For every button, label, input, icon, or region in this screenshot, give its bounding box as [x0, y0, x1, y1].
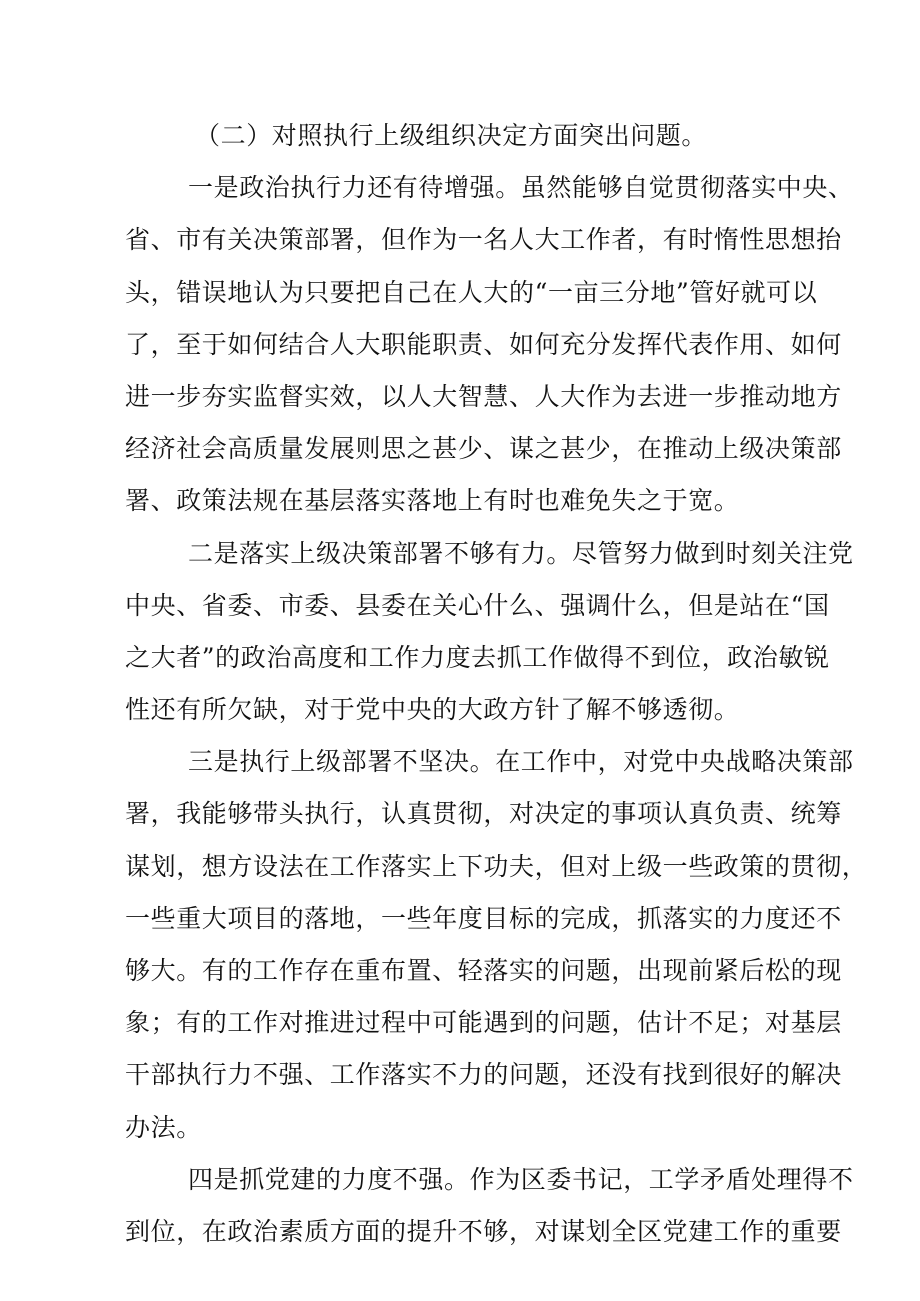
paragraph-line: 性还有所欠缺，对于党中央的大政方针了解不够透彻。	[125, 695, 740, 725]
paragraph-line: 二是落实上级决策部署不够有力。尽管努力做到时刻关注党	[188, 538, 854, 568]
paragraph-line: 头，错误地认为只要把自己在人大的“一亩三分地”管好就可以	[125, 277, 818, 307]
paragraph-line: 一些重大项目的落地，一些年度目标的完成，抓落实的力度还不	[125, 903, 842, 933]
paragraph-line: 干部执行力不强、工作落实不力的问题，还没有找到很好的解决	[125, 1060, 842, 1090]
paragraph-3	[125, 736, 868, 1154]
paragraph-line: 谋划，想方设法在工作落实上下功夫，但对上级一些政策的贯彻，	[125, 851, 868, 881]
paragraph-line: 之大者”的政治高度和工作力度去抓工作做得不到位，政治敏锐	[125, 642, 830, 672]
document-body	[125, 110, 868, 1258]
paragraph-line: 署，我能够带头执行，认真贯彻，对决定的事项认真负责、统筹	[125, 799, 842, 829]
paragraph-line: 署、政策法规在基层落实落地上有时也难免失之于宽。	[125, 486, 740, 516]
paragraph-line: 象；有的工作对推进过程中可能遇到的问题，估计不足；对基层	[125, 1008, 842, 1038]
paragraph-line: 进一步夯实监督实效，以人大智慧、人大作为去进一步推动地方	[125, 381, 842, 411]
paragraph-line: 经济社会高质量发展则思之甚少、谋之甚少，在推动上级决策部	[125, 434, 842, 464]
paragraph-line: 了，至于如何结合人大职能职责、如何充分发挥代表作用、如何	[125, 329, 842, 359]
paragraph-line: 够大。有的工作存在重布置、轻落实的问题，出现前紧后松的现	[125, 956, 842, 985]
section-heading: （二）对照执行上级组织决定方面突出问题。	[195, 121, 708, 150]
paragraph-line: 四是抓党建的力度不强。作为区委书记，工学矛盾处理得不	[188, 1164, 854, 1194]
paragraph-line: 办法。	[125, 1112, 202, 1142]
paragraph-line: 中央、省委、市委、县委在关心什么、强调什么，但是站在“国	[125, 590, 830, 620]
paragraph-line: 到位，在政治素质方面的提升不够，对谋划全区党建工作的重要	[125, 1216, 842, 1246]
paragraph-line: 一是政治执行力还有待增强。虽然能够自觉贯彻落实中央、	[188, 173, 854, 203]
paragraph-4	[125, 1154, 854, 1258]
paragraph-line: 三是执行上级部署不坚决。在工作中，对党中央战略决策部	[188, 747, 854, 777]
paragraph-line: 省、市有关决策部署，但作为一名人大工作者，有时惰性思想抬	[125, 225, 842, 255]
paragraph-2	[125, 528, 854, 737]
paragraph-1	[125, 162, 854, 527]
